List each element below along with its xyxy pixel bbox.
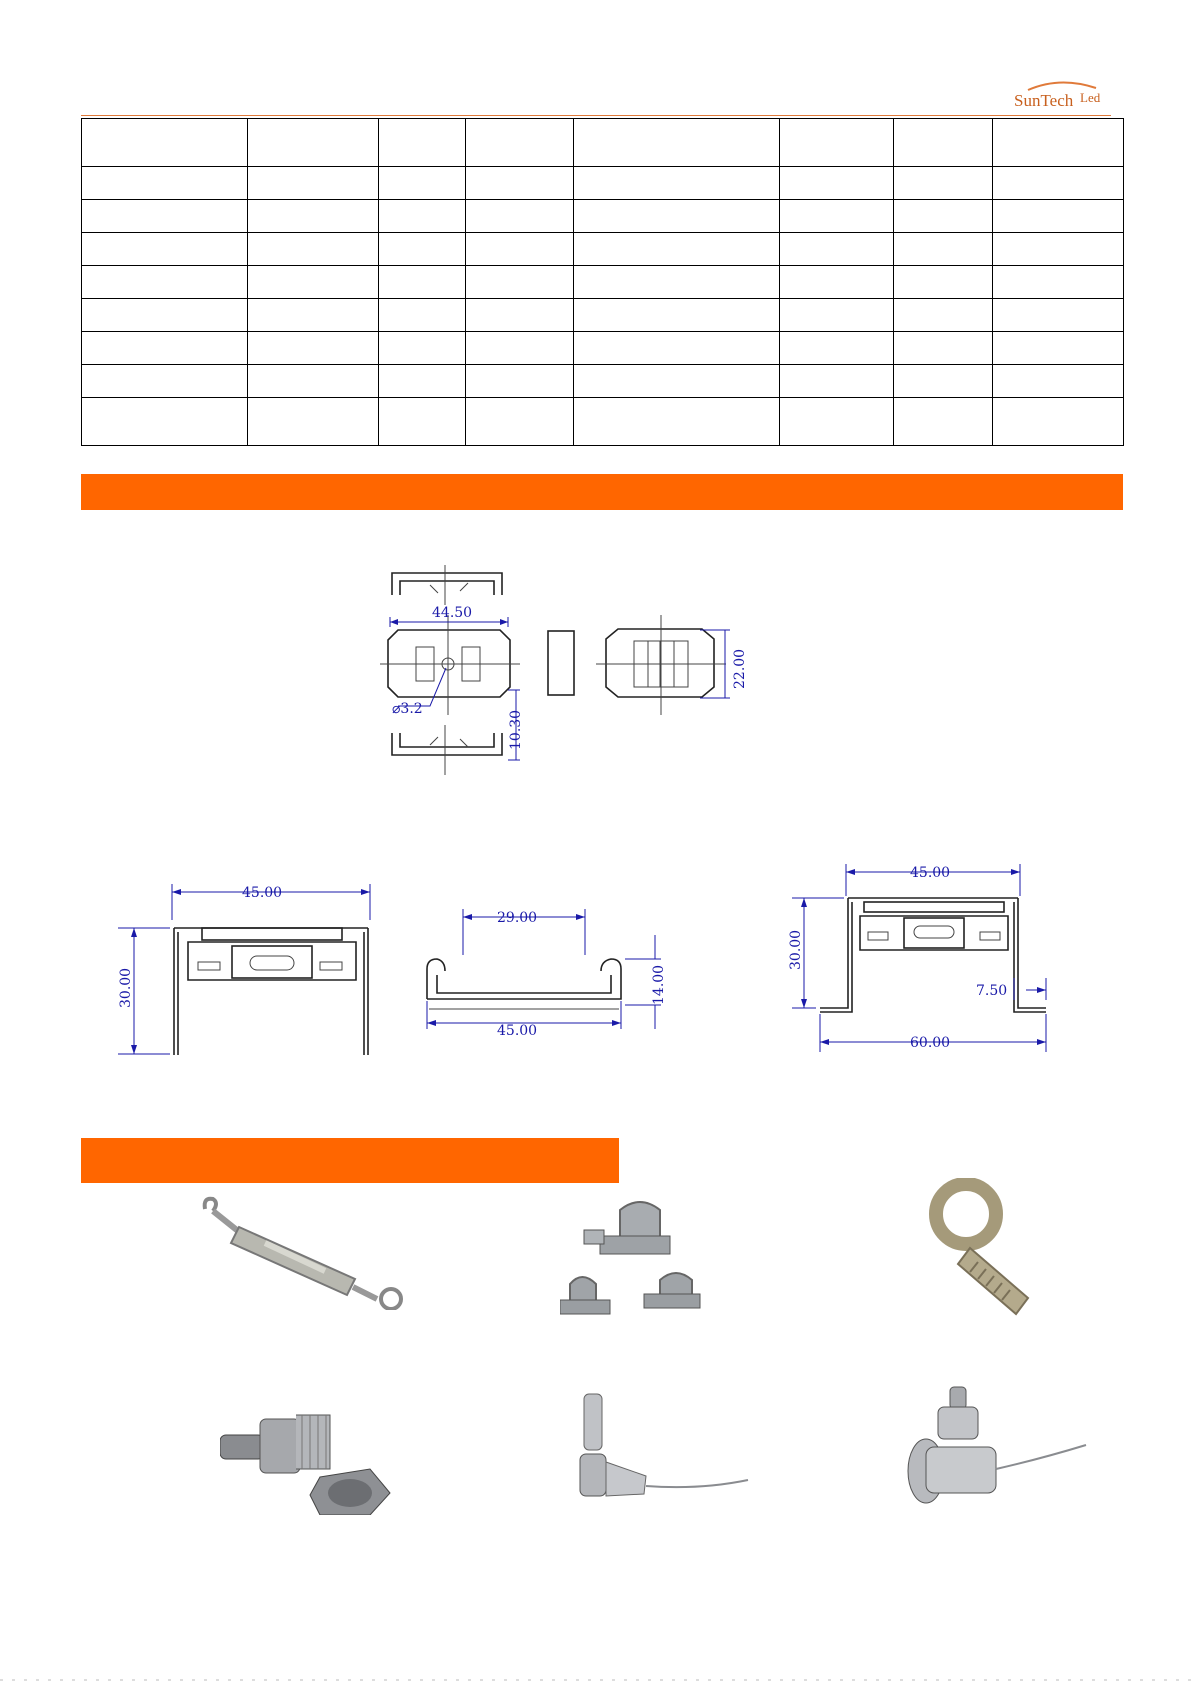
dim-a-height: 30.00 (118, 967, 134, 1008)
page-footer-strip (0, 1668, 1192, 1685)
dim-c-top: 45.00 (910, 865, 951, 881)
profile-a-drawing (112, 880, 382, 1065)
table-row (82, 119, 1124, 167)
profile-b-drawing (415, 905, 685, 1040)
dim-b-inner: 29.00 (497, 910, 538, 926)
brand-name: SunTech (1014, 91, 1074, 110)
dim-b-width: 45.00 (497, 1023, 538, 1039)
dim-clip-width: 44.50 (432, 605, 473, 621)
eye-bolt-icon (920, 1178, 1040, 1328)
table-row (82, 200, 1124, 233)
profile-c-drawing (780, 860, 1070, 1055)
table-row (82, 398, 1124, 446)
spec-table (81, 118, 1124, 446)
dim-clip-hole: ⌀3.2 (392, 701, 423, 717)
table-row (82, 233, 1124, 266)
dim-c-flange: 7.50 (976, 983, 1008, 999)
brand-suffix: Led (1080, 90, 1101, 105)
table-row (82, 167, 1124, 200)
table-row (82, 332, 1124, 365)
cable-gripper-icon (560, 1390, 755, 1515)
turnbuckle-icon (195, 1195, 420, 1310)
table-row (82, 299, 1124, 332)
dim-c-height: 30.00 (788, 929, 804, 970)
dim-clip-height: 22.00 (732, 648, 748, 689)
section-bar-accessories (81, 1138, 619, 1183)
table-row (82, 266, 1124, 299)
section-bar-drawings (81, 474, 1123, 510)
table-row (82, 365, 1124, 398)
wire-rope-clip-icon (560, 1190, 720, 1330)
dim-clip-side: 10.30 (508, 709, 524, 750)
dim-b-height: 14.00 (651, 964, 667, 1005)
threaded-fitting-icon (220, 1395, 395, 1515)
ceiling-cable-anchor-icon (880, 1385, 1090, 1515)
dim-a-width: 45.00 (242, 885, 283, 901)
brand-logo (1010, 80, 1110, 114)
dim-c-bottom: 60.00 (910, 1035, 951, 1051)
header-rule (81, 115, 1111, 116)
clip-drawing (370, 565, 790, 780)
